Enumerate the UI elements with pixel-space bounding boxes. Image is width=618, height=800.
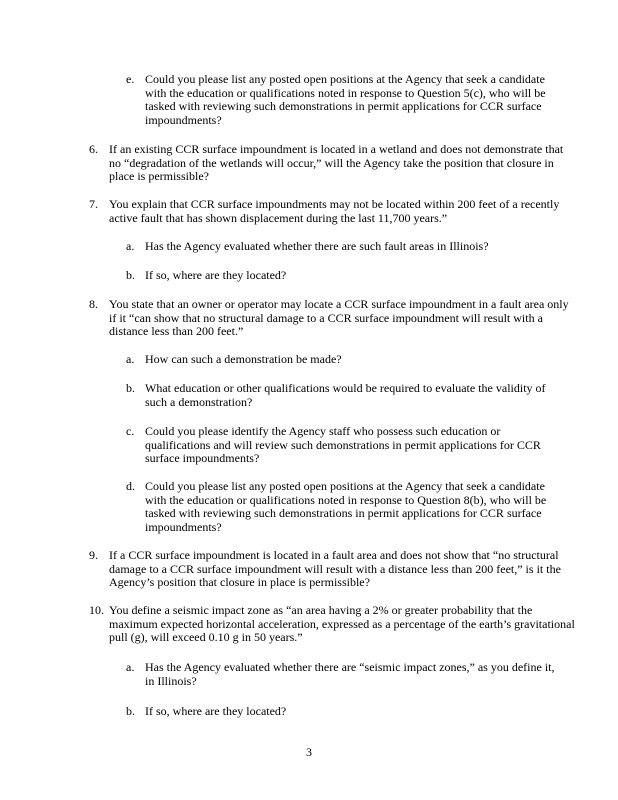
item-text: If a CCR surface impoundment is located in a fault area and does not show that “no structural damage to a CCR surface impoundment will result with a distance less than 200 feet,” is it the Agency’s position that closure in place is permissible? xyxy=(109,548,561,589)
item-marker: 9. xyxy=(89,548,98,562)
item-marker: b. xyxy=(126,381,135,395)
item-marker: a. xyxy=(126,352,135,366)
item-marker: 8. xyxy=(89,297,98,311)
item-text: How can such a demonstration be made? xyxy=(145,352,342,366)
item-text: You define a seismic impact zone as “an area having a 2% or greater probability that the maximum expected horizontal acceleration, expressed as a percentage of the earth’s gravitational pull (g), will exceed 0.10 g in 50 years.” xyxy=(109,603,575,644)
item-marker: 10. xyxy=(89,603,104,617)
item-text: Has the Agency evaluated whether there are such fault areas in Illinois? xyxy=(145,239,489,253)
item-marker: a. xyxy=(126,239,135,253)
item-text: Could you please identify the Agency staff who possess such education or qualifications and will review such demonstrations in permit applications for CCR surface impoundments? xyxy=(145,424,541,465)
item-marker: d. xyxy=(126,479,135,493)
item-text: Could you please list any posted open positions at the Agency that seek a candidate with the education or qualifications noted in response to Question 8(b), who will be tasked with reviewing such demonstrations in permit applications for CCR surface impoundments? xyxy=(145,479,547,534)
item-text: What education or other qualifications would be required to evaluate the validity of such a demonstration? xyxy=(145,381,546,409)
item-text: If an existing CCR surface impoundment is located in a wetland and does not demonstrate that no “degradation of the wetlands will occur,” will the Agency take the position that closure in place is permissible? xyxy=(109,142,564,183)
item-marker: e. xyxy=(126,72,135,86)
item-marker: c. xyxy=(126,424,135,438)
item-text: If so, where are they located? xyxy=(145,268,287,282)
item-text: Has the Agency evaluated whether there are “seismic impact zones,” as you define it, in Illinois? xyxy=(145,660,555,688)
item-text: If so, where are they located? xyxy=(145,704,287,718)
item-text: Could you please list any posted open positions at the Agency that seek a candidate with the education or qualifications noted in response to Question 5(c), who will be tasked with reviewing such demonstrations in permit applications for CCR surface impoundments? xyxy=(145,72,546,127)
item-marker: 7. xyxy=(89,197,98,211)
item-text: You explain that CCR surface impoundments may not be located within 200 feet of a recently active fault that has shown displacement during the last 11,700 years.” xyxy=(109,197,560,225)
item-marker: b. xyxy=(126,268,135,282)
item-marker: a. xyxy=(126,660,135,674)
item-marker: b. xyxy=(126,704,135,718)
item-text: You state that an owner or operator may locate a CCR surface impoundment in a fault area only if it “can show that no structural damage to a CCR surface impoundment will result with a distance less than 200 feet.” xyxy=(109,297,569,338)
page-number: 3 xyxy=(306,745,312,759)
item-marker: 6. xyxy=(89,142,98,156)
